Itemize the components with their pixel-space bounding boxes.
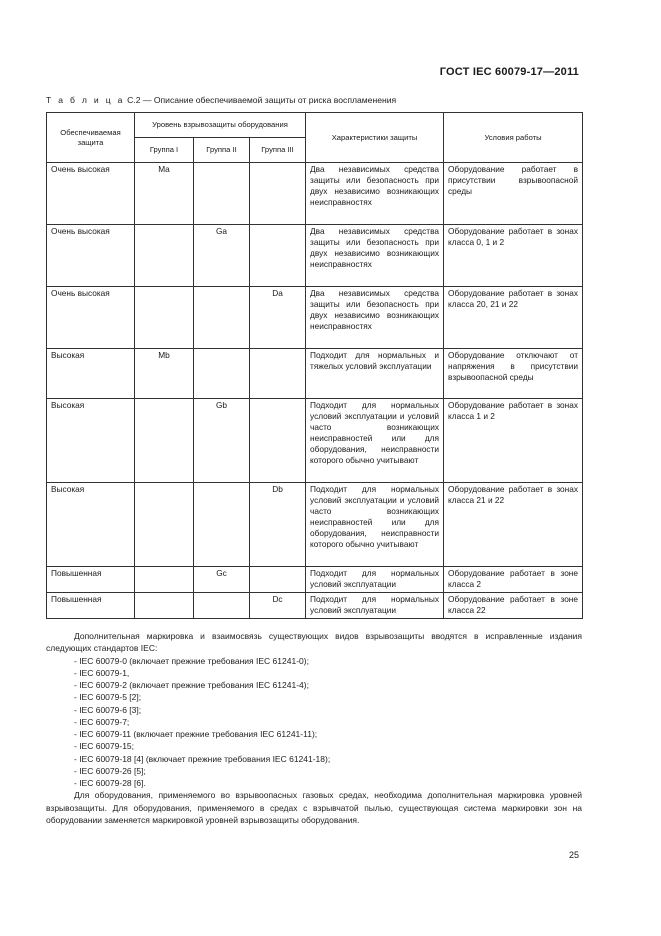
group1-cell [135,593,194,619]
conditions-cell: Оборудование отключают от напряжения в присутствии взрывоопасной среды [444,349,583,399]
document-header: ГОСТ IEC 60079-17—2011 [439,66,579,78]
conditions-cell: Оборудование работает в зонах класса 21 и 22 [444,483,583,567]
group1-cell [135,483,194,567]
characteristics-cell: Подходит для нормальных условий эксплуатации [306,567,444,593]
list-item: - IEC 60079-0 (включает прежние требования IEC 61241-0); [74,655,309,666]
list-item: - IEC 60079-7; [74,716,130,727]
group3-cell [250,349,306,399]
group3-cell: Db [250,483,306,567]
header-protection: Обеспечиваемая защита [47,113,135,163]
group2-cell: Gb [194,399,250,483]
group2-cell [194,593,250,619]
closing-paragraph: Для оборудования, применяемого во взрывоопасных газовых средах, необходима дополнительная маркировка уровней взрывозащиты. Для оборудования, применяемого в средах с взрывчатой пылью, существующая система маркировки зон на оборудовании заменяется маркировкой уровней взрывозащиты оборудования. [46,790,582,825]
table-caption [46,95,396,105]
group1-cell [135,399,194,483]
table-row [47,225,583,287]
list-item: - IEC 60079-26 [5]; [74,765,146,776]
characteristics-cell: Два независимых средства защиты или безопасность при двух независимо возникающих неисправностях [306,225,444,287]
group3-cell: Dc [250,593,306,619]
protection-cell: Очень высокая [47,287,135,349]
protection-cell: Повышенная [47,593,135,619]
table-row [47,287,583,349]
table-row [47,399,583,483]
protection-cell: Высокая [47,483,135,567]
table-caption-label: Т а б л и ц а [46,95,125,105]
list-item: - IEC 60079-5 [2]; [74,692,142,703]
conditions-cell: Оборудование работает в зонах класса 1 и 2 [444,399,583,483]
table-row [47,349,583,399]
group3-cell: Da [250,287,306,349]
header-group3: Группа III [250,138,306,163]
header-conditions: Условия работы [444,113,583,163]
protection-table [46,112,583,619]
page-number: 25 [569,850,580,860]
group1-cell: Ma [135,163,194,225]
group2-cell: Gc [194,567,250,593]
group1-cell [135,567,194,593]
table-row [47,593,583,619]
list-item: - IEC 60079-6 [3]; [74,704,142,715]
conditions-cell: Оборудование работает в зонах класса 20, 21 и 22 [444,287,583,349]
table-row [47,567,583,593]
header-level: Уровень взрывозащиты оборудования [135,113,306,138]
group1-cell: Mb [135,349,194,399]
group2-cell: Ga [194,225,250,287]
protection-cell: Высокая [47,349,135,399]
group3-cell [250,567,306,593]
characteristics-cell: Подходит для нормальных условий эксплуатации [306,593,444,619]
list-item: - IEC 60079-28 [6]. [74,778,146,788]
header-group2: Группа II [194,138,250,163]
table-caption-text: С.2 — Описание обеспечиваемой защиты от риска воспламенения [127,95,397,105]
protection-cell: Очень высокая [47,225,135,287]
group3-cell [250,399,306,483]
list-item: - IEC 60079-1, [74,667,130,678]
characteristics-cell: Два независимых средства защиты или безопасность при двух независимо возникающих неисправностях [306,287,444,349]
conditions-cell: Оборудование работает в зоне класса 2 [444,567,583,593]
protection-cell: Высокая [47,399,135,483]
standards-list [46,655,582,790]
conditions-cell: Оборудование работает в зонах класса 0, 1 и 2 [444,225,583,287]
group1-cell [135,225,194,287]
group2-cell [194,349,250,399]
conditions-cell: Оборудование работает в присутствии взрывоопасной среды [444,163,583,225]
group2-cell [194,483,250,567]
list-item: - IEC 60079-18 [4] (включает прежние требования IEC 61241-18); [74,753,331,764]
header-characteristics: Характеристики защиты [306,113,444,163]
group3-cell [250,163,306,225]
conditions-cell: Оборудование работает в зоне класса 22 [444,593,583,619]
protection-cell: Повышенная [47,567,135,593]
group3-cell [250,225,306,287]
group1-cell [135,287,194,349]
list-item: - IEC 60079-2 (включает прежние требования IEC 61241-4); [74,680,309,690]
group2-cell [194,163,250,225]
list-item: - IEC 60079-15; [74,741,135,752]
group2-cell [194,287,250,349]
table-row [47,163,583,225]
intro-paragraph: Дополнительная маркировка и взаимосвязь существующих видов взрывозащиты вводятся в исправленные издания следующих стандартов IEC: [46,631,582,654]
characteristics-cell: Подходит для нормальных условий эксплуатации и условий часто возникающих неисправностей или для оборудования, неисправности которого обычно учитывают [306,483,444,567]
characteristics-cell: Подходит для нормальных и тяжелых условий эксплуатации [306,349,444,399]
table-row [47,483,583,567]
header-group1: Группа I [135,138,194,163]
list-item: - IEC 60079-11 (включает прежние требования IEC 61241-11); [74,729,318,739]
characteristics-cell: Подходит для нормальных условий эксплуатации и условий часто возникающих неисправностей или для оборудования, неисправности которого обычно учитывают [306,399,444,483]
protection-cell: Очень высокая [47,163,135,225]
characteristics-cell: Два независимых средства защиты или безопасность при двух независимо возникающих неисправностях [306,163,444,225]
body-text [46,630,582,826]
